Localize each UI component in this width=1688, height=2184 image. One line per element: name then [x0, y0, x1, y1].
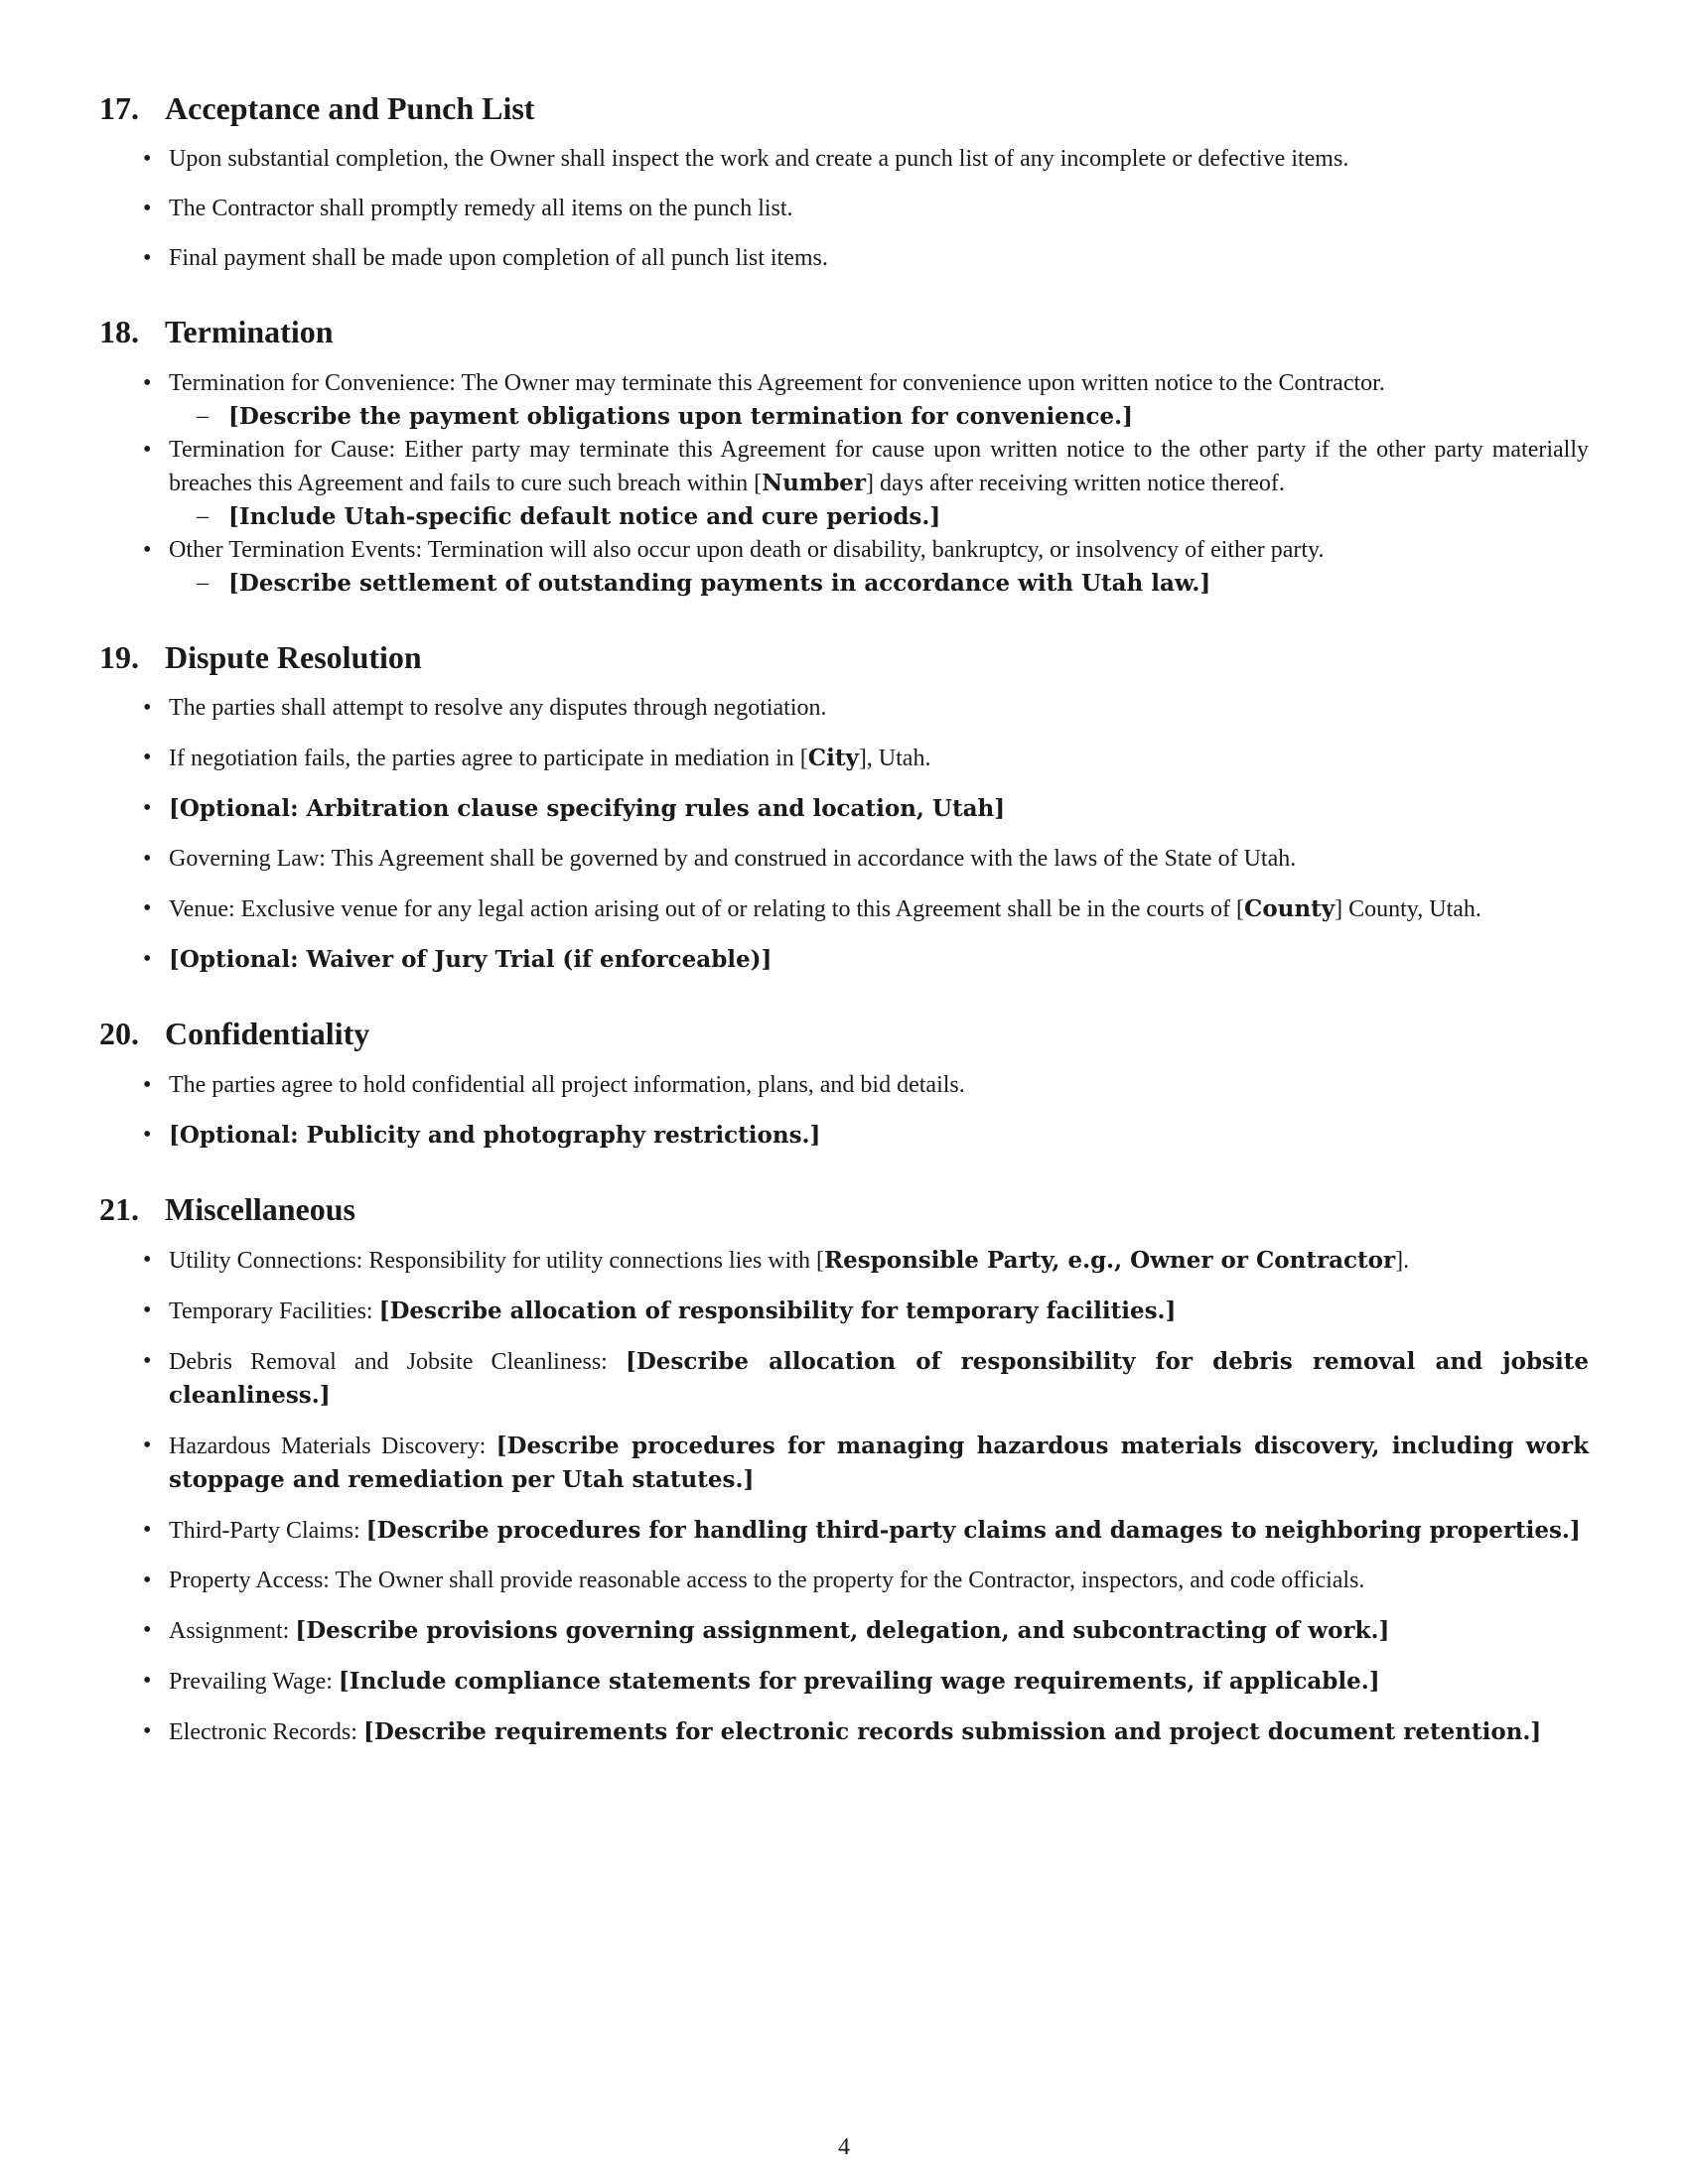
list-item: • [Optional: Waiver of Jury Trial (if enforceable)] [143, 946, 773, 974]
page-number: 4 [838, 2134, 850, 2160]
list-item: • Prevailing Wage: [Include compliance statements for prevailing wage requirements, if applicable.] [143, 1667, 1380, 1695]
list-item: • Venue: Exclusive venue for any legal action arising out of or relating to this Agreement shall be in the courts of [County] County, Utah. [143, 895, 1481, 923]
list-item: • If negotiation fails, the parties agree to participate in mediation in [City], Utah. [143, 745, 931, 772]
list-item: • Other Termination Events: Termination will also occur upon death or disability, bankruptcy, or insolvency of either party. [143, 536, 1325, 563]
list-item: • [Optional: Arbitration clause specifying rules and location, Utah] [143, 795, 1006, 823]
section-21 [99, 1190, 1589, 1749]
section-18 [99, 313, 1589, 600]
section-17 [99, 89, 1589, 275]
list-item: • Temporary Facilities: [Describe allocation of responsibility for temporary facilities.] [143, 1297, 1177, 1324]
sub-item: – [Describe the payment obligations upon termination for convenience.] [197, 402, 1134, 430]
sub-item: – [Include Utah-specific default notice and cure periods.] [197, 502, 941, 530]
sub-item: – [Describe settlement of outstanding payments in accordance with Utah law.] [197, 569, 1211, 597]
list-item: • [Optional: Publicity and photography restrictions.] [143, 1121, 821, 1149]
section-20 [99, 1015, 1589, 1152]
section-heading: 20. Confidentiality [99, 1016, 370, 1052]
document-page [99, 89, 1589, 1787]
list-item: • Utility Connections: Responsibility for utility connections lies with [Responsible Party, e.g., Owner or Contractor]. [143, 1246, 1410, 1274]
section-heading: 18. Termination [99, 314, 334, 350]
list-item: • The parties shall attempt to resolve any disputes through negotiation. [143, 695, 827, 722]
list-item: • Property Access: The Owner shall provide reasonable access to the property for the Contractor, inspectors, and code officials. [143, 1567, 1365, 1593]
section-19 [99, 638, 1589, 977]
section-heading: 17. Acceptance and Punch List [99, 90, 535, 126]
list-item: • The parties agree to hold confidential all project information, plans, and bid details. [143, 1071, 965, 1098]
list-item: • Electronic Records: [Describe requirements for electronic records submission and project document retention.] [143, 1717, 1542, 1745]
list-item: • Hazardous Materials Discovery: [Describe procedures for managing hazardous materials discovery, including work stoppage and remediation per Utah statutes.] [143, 1432, 1589, 1493]
list-item: • Third-Party Claims: [Describe procedures for handling third-party claims and damages to neighboring properties.] [143, 1516, 1581, 1544]
list-item: • Assignment: [Describe provisions governing assignment, delegation, and subcontracting of work.] [143, 1616, 1390, 1644]
list-item: • Final payment shall be made upon completion of all punch list items. [143, 245, 828, 272]
list-item: • The Contractor shall promptly remedy all items on the punch list. [143, 196, 793, 222]
section-heading: 19. Dispute Resolution [99, 638, 422, 675]
list-item: • Termination for Cause: Either party may terminate this Agreement for cause upon written notice to the other party if the other party materially breaches this Agreement and fails to cure such breach within [Number] days after receiving written notice thereof. [143, 436, 1589, 496]
list-item: • Governing Law: This Agreement shall be governed by and construed in accordance with the laws of the State of Utah. [143, 846, 1297, 873]
section-heading: 21. Miscellaneous [99, 1190, 355, 1227]
list-item: • Upon substantial completion, the Owner shall inspect the work and create a punch list of any incomplete or defective items. [143, 146, 1349, 173]
list-item: • Debris Removal and Jobsite Cleanliness: [Describe allocation of responsibility for debris removal and jobsite cleanliness.] [143, 1347, 1589, 1409]
list-item: • Termination for Convenience: The Owner may terminate this Agreement for convenience upon written notice to the Contractor. [143, 369, 1385, 396]
